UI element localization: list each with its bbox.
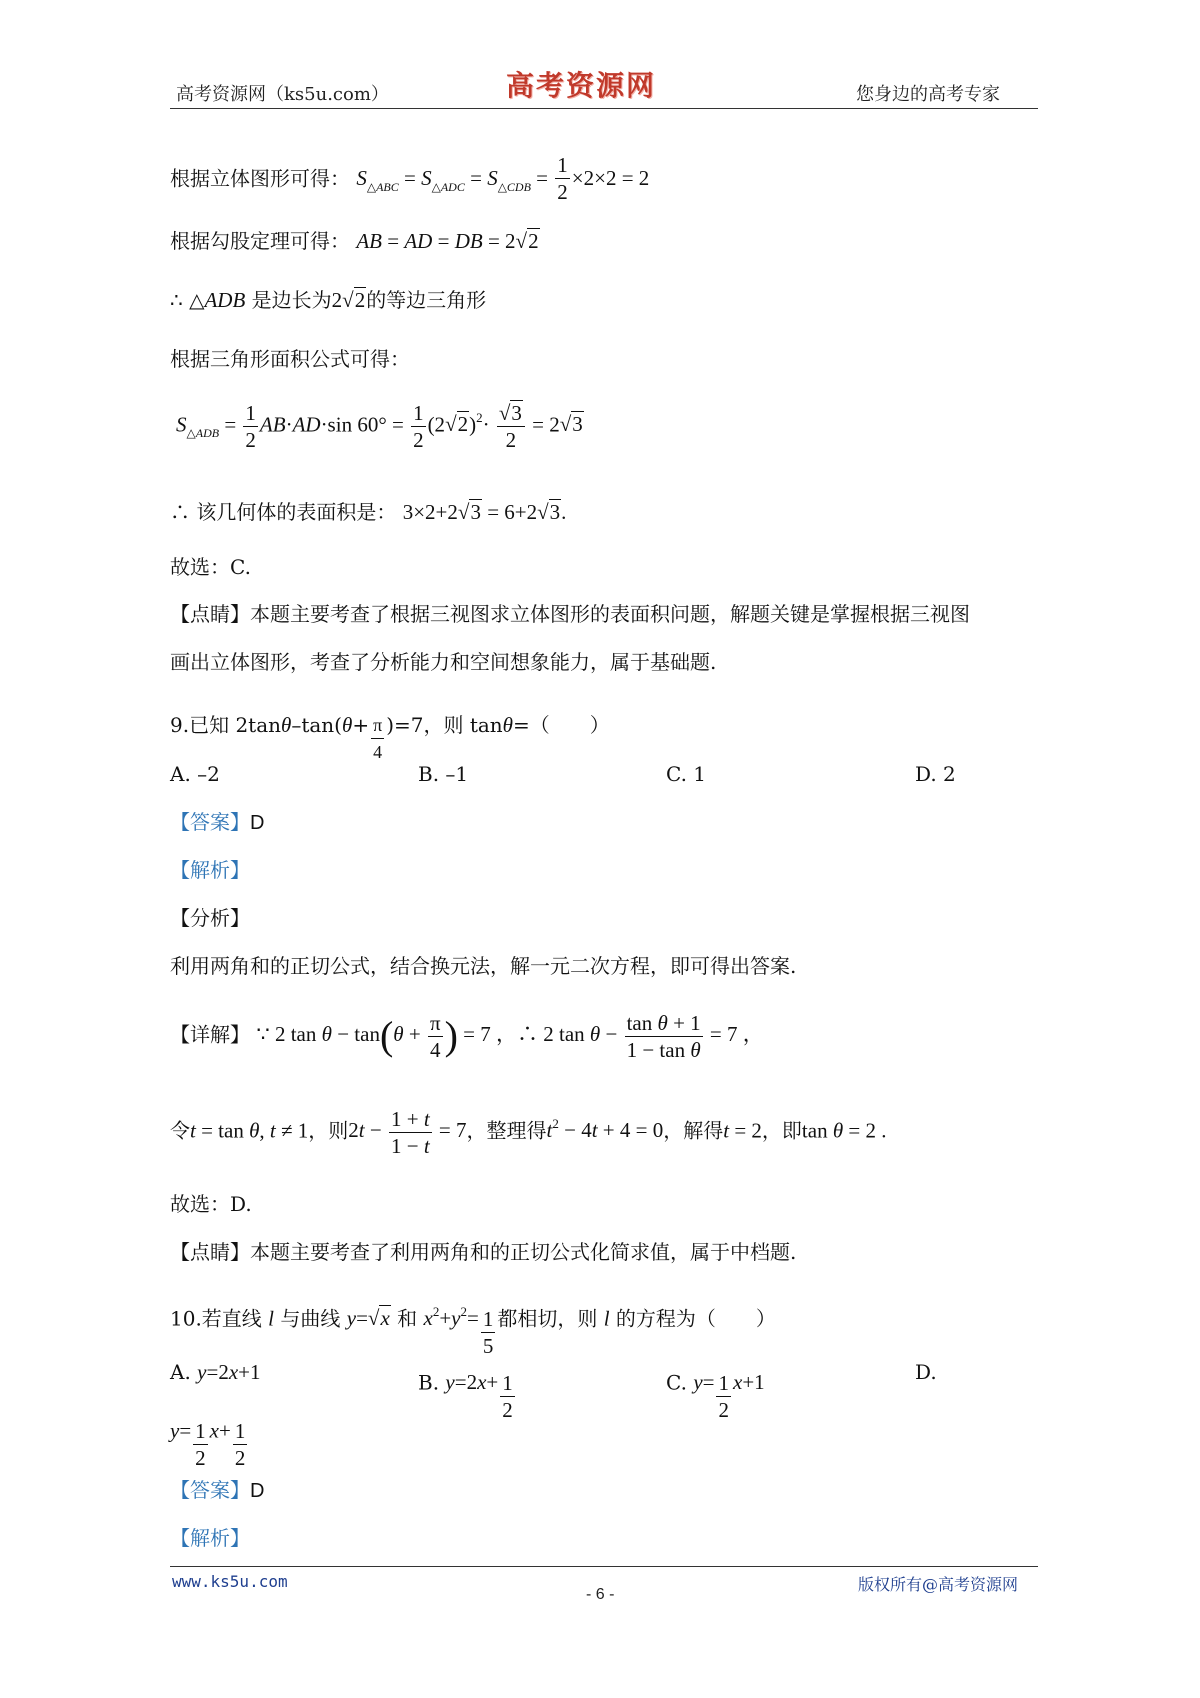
option-label: C. — [666, 1370, 694, 1395]
q9-option-a: A. –2 — [170, 762, 220, 786]
q9-option-d: D. 2 — [915, 762, 956, 786]
label: 根据勾股定理可得： — [170, 229, 350, 253]
footer-url[interactable]: www.ks5u.com — [172, 1572, 288, 1591]
triangle-area-formula: $S_{\triangle ADB}$ = $\frac{1}{2}$ AB·AD·sin 60° = $\frac{1}{2}$ $(2√2)^2\cdot$ $\frac{√3}{2}$ = 2√3 — [176, 401, 583, 452]
text: 令 — [170, 1118, 190, 1143]
dianjing-9: 【点睛】本题主要考查了利用两角和的正切公式化简求值，属于中档题. — [170, 1240, 797, 1264]
q10-option-c: C. y= $\frac{1}{2}$ x+1 — [666, 1370, 765, 1422]
text: 10.若直线 — [170, 1306, 262, 1331]
answer-value: D — [250, 812, 265, 834]
answer-d-line: 故选：D. — [170, 1192, 252, 1216]
q10-option-d-formula: y= $\frac{1}{2}$ x+ $\frac{1}{2}$ — [170, 1418, 246, 1470]
text: )=7，则 tan — [386, 713, 503, 737]
text: 都相切，则 — [497, 1306, 598, 1331]
q9-option-c: C. 1 — [666, 762, 707, 786]
fenxi-text: 利用两角和的正切公式，结合换元法，解一元二次方程，即可得出答案. — [170, 954, 797, 978]
q10-option-a: A. y=2x+1 — [170, 1360, 261, 1384]
area-formula-intro: 根据三角形面积公式可得： — [170, 347, 410, 371]
text: 和 — [397, 1306, 418, 1331]
header-rule — [170, 108, 1038, 109]
text: + — [352, 713, 370, 737]
answer-c-line: 故选：C. — [170, 555, 251, 579]
answer-tag: 【答案】 — [170, 1478, 250, 1502]
q9-option-b: B. –1 — [418, 762, 469, 786]
option-label: A. — [170, 1360, 198, 1384]
jiexi-tag: 【解析】 — [170, 858, 250, 882]
text: ∴ 该几何体的表面积是： — [170, 500, 397, 524]
equilateral-line: ∴ △ADB 是边长为2√2的等边三角形 — [170, 288, 487, 312]
answer-tag: 【答案】 — [170, 810, 250, 834]
header-right: 您身边的高考专家 — [856, 84, 1000, 105]
option-label: B. — [418, 1370, 446, 1395]
text: 的方程为（ ） — [615, 1306, 776, 1331]
text: ，则 — [308, 1118, 349, 1143]
fenxi-tag: 【分析】 — [170, 906, 250, 930]
surface-area-line: ∴ 该几何体的表面积是： 3×2+2√3 = 6+2√3. — [170, 500, 567, 524]
label: 根据立体图形可得： — [170, 166, 350, 191]
xiangjie-line-1: 【详解】 ∵ 2 tan θ − tan(θ + $\frac{\pi}{4}$ ) = 7 ，∴ 2 tan θ − $\frac{\text{tan θ + 1}}{\text{1 − tan θ}}$ = 7 ， — [170, 1011, 764, 1062]
text: ，解得 — [663, 1118, 724, 1143]
text: 的等边三角形 — [366, 288, 487, 312]
text: –tan( — [291, 713, 342, 737]
footer-copyright: 版权所有@高考资源网 — [858, 1575, 1019, 1594]
therefore-triangle: ∴ △ — [170, 288, 205, 312]
text: 是边长为 — [245, 288, 332, 312]
xiangjie-line-2: 令t = tan θ, t ≠ 1，则2t − $\frac{1 + t}{1 - t}$ = 7，整理得$t^2 - 4t + 4 = 0$，解得t = 2，即tan θ = 2 . — [170, 1107, 887, 1158]
pythagoras-line: 根据勾股定理可得： AB = AD = DB = 2√2 — [170, 229, 539, 253]
question-9: 9.已知 2tanθ–tan(θ+ $\frac{\pi}{4}$ )=7，则 tanθ=（ ） — [170, 713, 610, 762]
dianjing-line-1: 【点睛】本题主要考查了根据三视图求立体图形的表面积问题，解题关键是掌握根据三视图 — [170, 602, 970, 626]
page-number: - 6 - — [586, 1586, 615, 1603]
dianjing-line-2: 画出立体图形，考查了分析能力和空间想象能力，属于基础题. — [170, 650, 717, 674]
jiexi-tag-10: 【解析】 — [170, 1526, 250, 1550]
answer-9 — [170, 808, 264, 837]
answer-10 — [170, 1476, 264, 1505]
text: =（ ） — [513, 713, 610, 737]
text: 与曲线 — [280, 1306, 341, 1331]
q10-option-d: D. — [915, 1360, 937, 1384]
answer-value: D — [250, 1480, 265, 1502]
q10-option-b: B. y=2x+ $\frac{1}{2}$ — [418, 1370, 513, 1422]
triangle-name: ADB — [204, 288, 246, 312]
text: ，整理得 — [466, 1118, 547, 1143]
text: 9.已知 2tan — [170, 713, 282, 737]
site-logo: 高考资源网 — [506, 69, 657, 102]
header-left: 高考资源网（ks5u.com） — [176, 84, 389, 105]
text: ，即 — [761, 1118, 802, 1143]
area-equality-line: 根据立体图形可得： $S_{\triangle ABC} = S_{\triangle ADC} = S_{\triangle CDB}$ = $\frac{1}{2}$ ×2×2 = 2 — [170, 153, 650, 204]
footer-rule — [170, 1566, 1038, 1567]
xiangjie-tag: 【详解】 — [170, 1022, 250, 1047]
question-10: 10.若直线 l 与曲线 y=√x 和 $x^2+y^2=$ $\frac{1}{5}$ 都相切，则 l 的方程为（ ） — [170, 1304, 776, 1358]
